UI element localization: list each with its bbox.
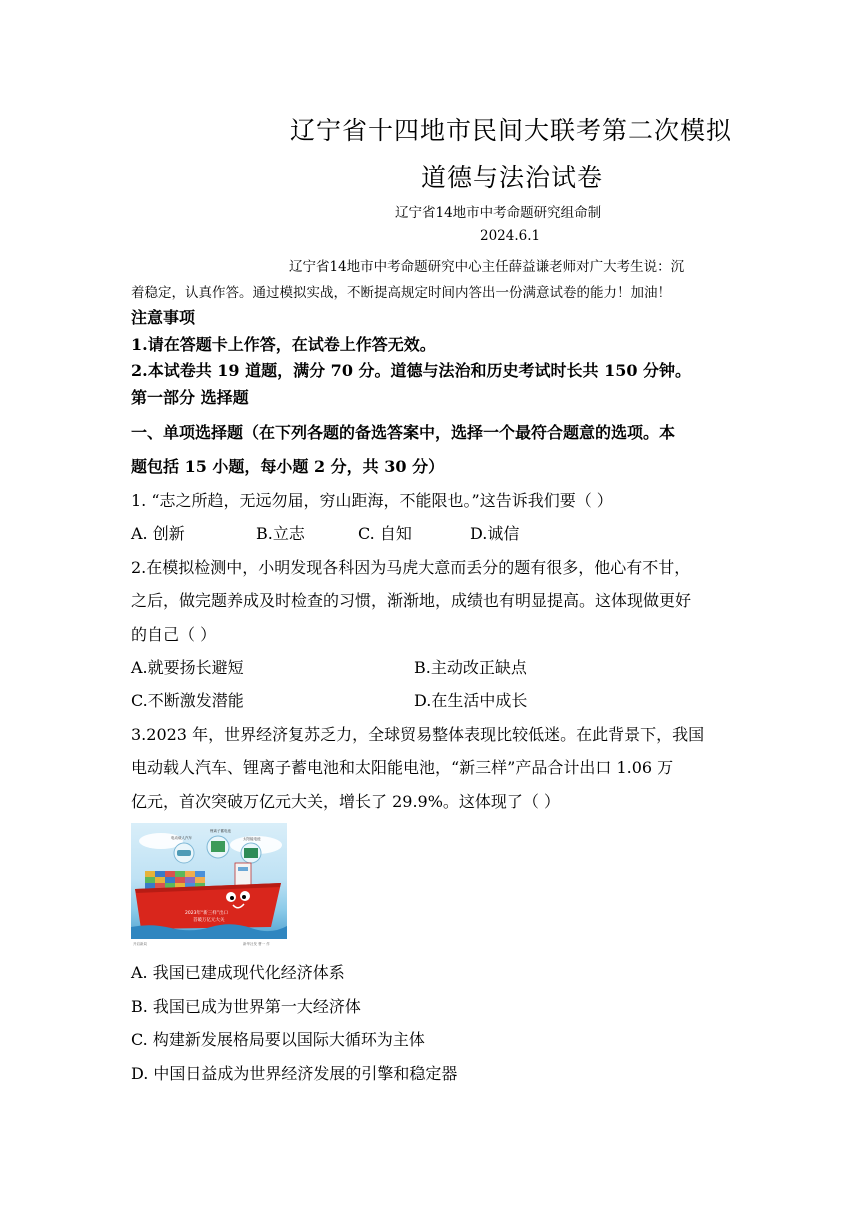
question-2-stem-line-1: 2.在模拟检测中，小明发现各科因为马虎大意而丢分的题有很多，他心有不甘， [131,558,691,577]
question-2-option-d: D.在生活中成长 [414,691,528,710]
question-1-option-c: C. 自知 [358,524,412,543]
question-3-option-a: A. 我国已建成现代化经济体系 [131,963,345,982]
question-2-option-b: B.主动改正缺点 [414,658,527,677]
figure-label-solar: 太阳能电池 [243,837,261,841]
question-1-option-d: D.诚信 [470,524,520,543]
question-2-stem-line-2: 之后，做完题养成及时检查的习惯，渐渐地，成绩也有明显提高。这体现做更好 [131,591,692,610]
question-2-stem-line-3: 的自己（ ） [131,625,217,644]
exam-author: 辽宁省14地市中考命题研究组命制 [395,205,602,221]
question-3-stem-line-2: 电动载人汽车、锂离子蓄电池和太阳能电池，“新三样”产品合计出口 1.06 万 [131,758,674,777]
figure-label-car: 电动载人汽车 [171,836,192,840]
question-3-option-c: C. 构建新发展格局要以国际大循环为主体 [131,1030,425,1049]
question-2-option-c: C.不断激发潜能 [131,691,244,710]
encouragement-line-1: 辽宁省14地市中考命题研究中心主任薛益谦老师对广大考生说：沉 [289,259,685,275]
figure-hull-text-2: 首破万亿元大关 [193,918,225,923]
section-instruction-line-2: 题包括 15 小题，每小题 2 分，共 30 分） [131,457,445,476]
question-3-stem-line-3: 亿元，首次突破万亿元大关，增长了 29.9%。这体现了（ ） [131,792,561,811]
figure-hull-text-1: 2023年“新三样”出口 [185,911,229,916]
exam-subtitle: 道德与法治试卷 [421,163,604,192]
exam-date: 2024.6.1 [480,228,541,244]
part1-heading: 第一部分 选择题 [131,388,249,407]
question-1-option-b: B.立志 [256,524,305,543]
notice-heading: 注意事项 [131,308,196,327]
question-2-option-a: A.就要扬长避短 [131,658,244,677]
figure-credit-left: 开启新局 [133,942,147,946]
section-instruction-line-1: 一、单项选择题（在下列各题的备选答案中，选择一个最符合题意的选项。本 [131,423,676,442]
question-1-stem: 1. “志之所趋，无远勿届，穷山距海，不能限也。”这告诉我们要（ ） [131,491,613,510]
cargo-ship-drawing [131,823,287,947]
exam-title: 辽宁省十四地市民间大联考第二次模拟 [290,116,733,145]
notice-item-2: 2.本试卷共 19 道题，满分 70 分。道德与法治和历史考试时长共 150 分钟。 [131,361,692,380]
figure-label-battery: 锂离子蓄电池 [210,829,231,833]
question-1-option-a: A. 创新 [131,524,185,543]
question-3-option-d: D. 中国日益成为世界经济发展的引擎和稳定器 [131,1064,458,1083]
notice-item-1: 1.请在答题卡上作答，在试卷上作答无效。 [131,335,436,354]
figure-credit-right: 新华社发 曹一 作 [243,942,270,946]
question-3-option-b: B. 我国已成为世界第一大经济体 [131,997,361,1016]
cargo-ship-illustration [131,823,287,947]
encouragement-line-2: 着稳定，认真作答。通过模拟实战，不断提高规定时间内答出一份满意试卷的能力！加油！ [131,285,671,301]
question-3-stem-line-1: 3.2023 年，世界经济复苏乏力，全球贸易整体表现比较低迷。在此背景下，我国 [131,725,705,744]
